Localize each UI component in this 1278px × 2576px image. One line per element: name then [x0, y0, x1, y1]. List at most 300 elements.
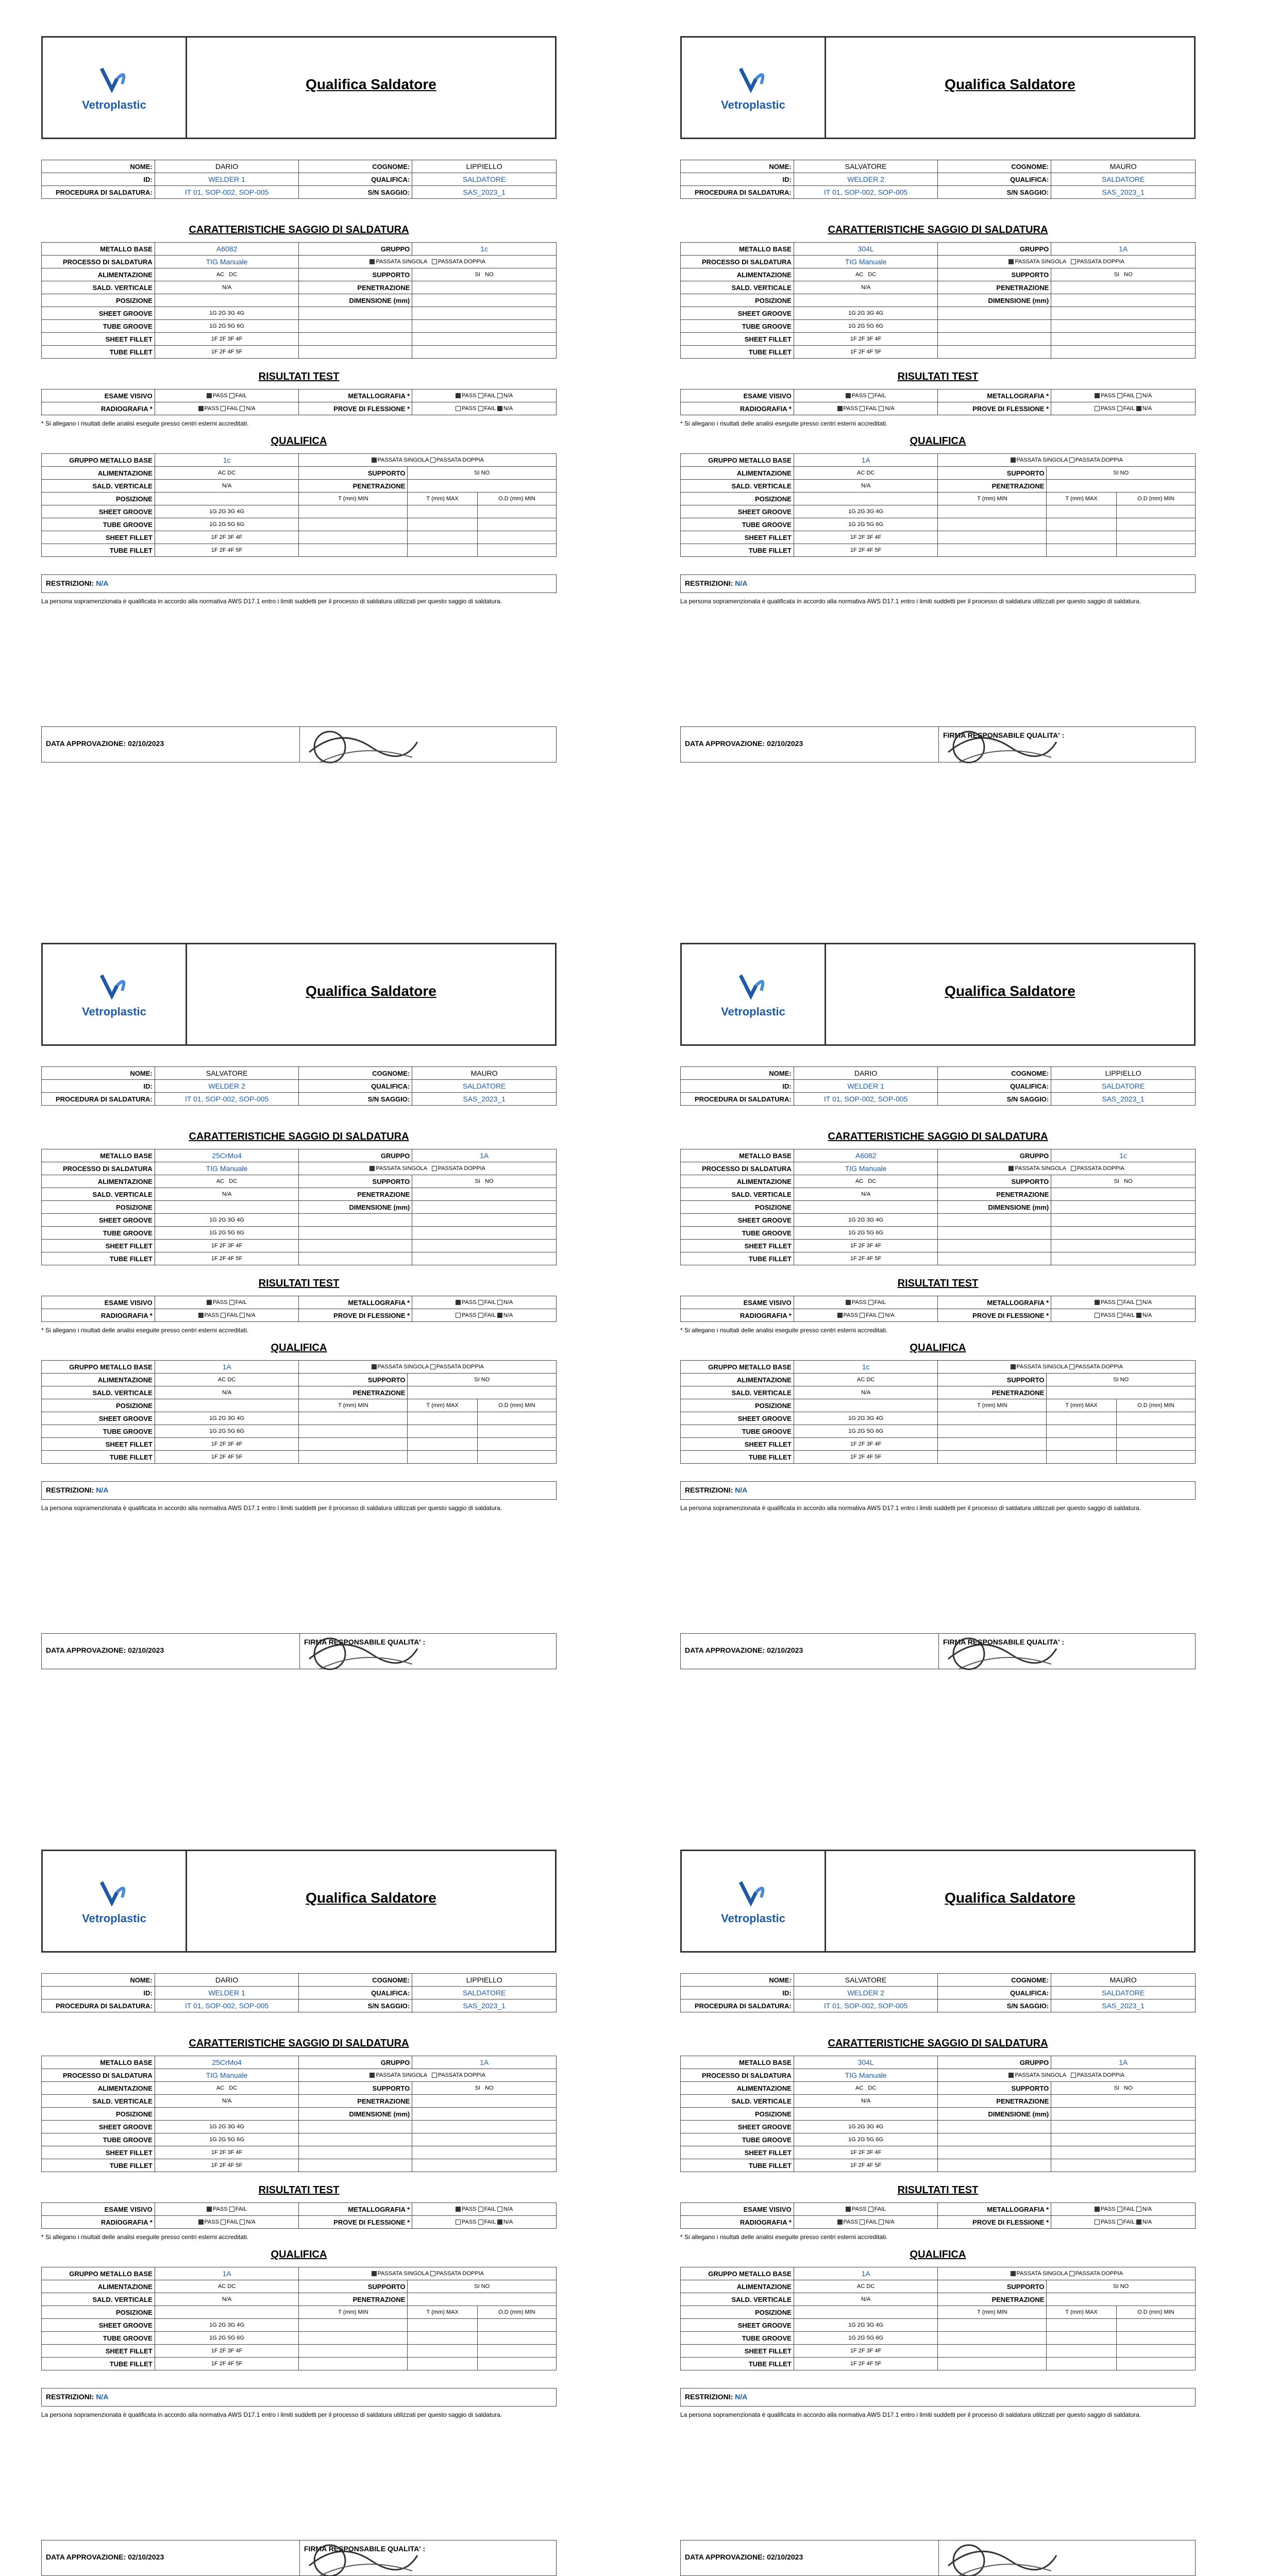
label-metallografia: METALLOGRAFIA *: [299, 1296, 412, 1309]
value-metallo: 304L: [794, 243, 938, 256]
welder-info-table: [41, 1066, 557, 1106]
label-alimentazione: ALIMENTAZIONE: [681, 268, 794, 281]
cert-title: Qualifica Saldatore: [306, 76, 436, 92]
passata-options: PASSATA SINGOLA PASSATA DOPPIA: [299, 256, 557, 268]
label-alimentazione: ALIMENTAZIONE: [681, 2082, 794, 2095]
results-table: ESAME VISIVO PASS FAIL METALLOGRAFIA * PASS FAIL N/A RADIOGRAFIA * PASS FAIL N/A PROVE DI FLESSIONE * PASS FAIL N/A: [680, 2202, 1196, 2229]
label-saggio: S/N SAGGIO:: [938, 1093, 1051, 1106]
label-gruppo-mb: GRUPPO METALLO BASE: [42, 454, 155, 467]
cert-header: [41, 36, 557, 139]
label-alimentazione: ALIMENTAZIONE: [42, 1175, 155, 1188]
approval-footer: DATA APPROVAZIONE: 02/10/2023: [41, 726, 557, 762]
label-tube-fillet: TUBE FILLET: [681, 346, 794, 359]
label-dimensione: DIMENSIONE (mm): [299, 294, 412, 307]
qualification-table: GRUPPO METALLO BASE 1c PASSATA SINGOLA PASSATA DOPPIA ALIMENTAZIONE AC DC SUPPORTO SI NO SALD. VERTICALE N/A PENETRAZIONE POSIZIONE T (mm) MIN T (mm) MAX O.D (mm) MIN SHEET GROOVE 1G 2G 3G 4G TUBE GROOVE 1G 2G 5G 6G SHEET FILLET 1F 2F 3F 4F TUBE FILLET 1F 2F 4F 5F: [680, 1360, 1196, 1464]
supporto-options: SI NO: [412, 1175, 557, 1188]
label-penetrazione: PENETRAZIONE: [938, 281, 1051, 294]
label-id: ID:: [681, 173, 794, 186]
value-gruppo: 1A: [412, 1149, 557, 1162]
company-logo: [682, 944, 826, 1044]
logo-text: Vetroplastic: [82, 98, 146, 111]
value-procedura: IT 01, SOP-002, SOP-005: [794, 1999, 938, 2012]
value-gruppo: 1A: [1051, 2056, 1196, 2069]
label-sheet-groove: SHEET GROOVE: [681, 1214, 794, 1227]
vetroplastic-icon: [730, 63, 777, 94]
vert-options: N/A: [155, 281, 299, 294]
results-table: ESAME VISIVO PASS FAIL METALLOGRAFIA * PASS FAIL N/A RADIOGRAFIA * PASS FAIL N/A PROVE DI FLESSIONE * PASS FAIL N/A: [680, 1296, 1196, 1322]
label-saggio: S/N SAGGIO:: [299, 1999, 412, 2012]
note-analisi: * Si allegano i risultati delle analisi eseguite presso centri esterni accreditati.: [680, 2233, 888, 2241]
signature-stamp-icon: [938, 716, 1062, 778]
label-id: ID:: [681, 1987, 794, 1999]
welder-info-table: [41, 1973, 557, 2012]
label-tube-groove: TUBE GROOVE: [681, 320, 794, 333]
approval-footer: DATA APPROVAZIONE: 02/10/2023 FIRMA RESPONSABILE QUALITA' :: [41, 1633, 557, 1669]
passata-options: PASSATA SINGOLA PASSATA DOPPIA: [299, 1162, 557, 1175]
section-risultati: RISULTATI TEST: [897, 371, 979, 382]
value-procedura: IT 01, SOP-002, SOP-005: [155, 186, 299, 199]
approval-footer: DATA APPROVAZIONE: 02/10/2023: [680, 2540, 1196, 2576]
label-dimensione: DIMENSIONE (mm): [299, 2108, 412, 2121]
value-gruppo: 1c: [412, 243, 557, 256]
label-metallo: METALLO BASE: [681, 243, 794, 256]
value-saggio: SAS_2023_1: [412, 186, 557, 199]
label-dimensione: DIMENSIONE (mm): [938, 1201, 1051, 1214]
section-caratteristiche: CARATTERISTICHE SAGGIO DI SALDATURA: [189, 1131, 409, 1142]
label-flessione: PROVE DI FLESSIONE *: [299, 402, 412, 415]
label-sheet-fillet: SHEET FILLET: [681, 2146, 794, 2159]
cert-header: [41, 1850, 557, 1953]
value-processo: TIG Manuale: [794, 256, 938, 268]
label-tube-fillet: TUBE FILLET: [681, 2159, 794, 2172]
note-qualifica: La persona sopramenzionata è qualificata in accordo alla normativa AWS D17.1 entro i limiti suddetti per il processo di saldatura utilizzati per questo saggio di saldatura.: [680, 598, 1141, 605]
value-gruppo: 1A: [1051, 243, 1196, 256]
section-qualifica: QUALIFICA: [271, 2249, 327, 2260]
label-metallografia: METALLOGRAFIA *: [938, 389, 1051, 402]
label-gruppo: GRUPPO: [938, 243, 1051, 256]
value-saggio: SAS_2023_1: [412, 1999, 557, 2012]
value-cognome: LIPPIELLO: [412, 1974, 557, 1987]
value-cognome: LIPPIELLO: [412, 160, 557, 173]
results-table: ESAME VISIVO PASS FAIL METALLOGRAFIA * PASS FAIL N/A RADIOGRAFIA * PASS FAIL N/A PROVE DI FLESSIONE * PASS FAIL N/A: [41, 389, 557, 415]
label-tube-groove: TUBE GROOVE: [42, 2133, 155, 2146]
section-caratteristiche: CARATTERISTICHE SAGGIO DI SALDATURA: [828, 1131, 1048, 1142]
vetroplastic-icon: [730, 1877, 777, 1908]
qualification-table: GRUPPO METALLO BASE 1A PASSATA SINGOLA PASSATA DOPPIA ALIMENTAZIONE AC DC SUPPORTO SI NO SALD. VERTICALE N/A PENETRAZIONE POSIZIONE T (mm) MIN T (mm) MAX O.D (mm) MIN SHEET GROOVE 1G 2G 3G 4G TUBE GROOVE 1G 2G 5G 6G SHEET FILLET 1F 2F 3F 4F TUBE FILLET 1F 2F 4F 5F: [41, 2267, 557, 2370]
label-nome: NOME:: [681, 160, 794, 173]
label-processo: PROCESSO DI SALDATURA: [681, 2069, 794, 2082]
signature-stamp-icon: [299, 1623, 423, 1685]
company-logo: [682, 38, 826, 138]
value-nome: SALVATORE: [155, 1067, 299, 1080]
label-vert: SALD. VERTICALE: [42, 2095, 155, 2108]
signature-stamp-icon: [938, 1623, 1062, 1685]
label-saggio: S/N SAGGIO:: [299, 1093, 412, 1106]
ac-dc-options: AC DC: [794, 2082, 938, 2095]
value-gruppo-mb: 1c: [155, 454, 299, 467]
cert-title: Qualifica Saldatore: [945, 983, 1075, 999]
label-radio: RADIOGRAFIA *: [42, 2216, 155, 2229]
vert-options: N/A: [794, 2095, 938, 2108]
value-metallo: 25CrMo4: [155, 1149, 299, 1162]
signature-label: FIRMA RESPONSABILE QUALITA' :: [938, 727, 1196, 762]
label-alimentazione: ALIMENTAZIONE: [42, 2082, 155, 2095]
note-analisi: * Si allegano i risultati delle analisi eseguite presso centri esterni accreditati.: [41, 1327, 249, 1334]
label-sheet-groove: SHEET GROOVE: [42, 2121, 155, 2133]
logo-text: Vetroplastic: [721, 1912, 785, 1925]
value-id: WELDER 2: [155, 1080, 299, 1093]
approval-footer: DATA APPROVAZIONE: 02/10/2023 FIRMA RESPONSABILE QUALITA' :: [680, 1633, 1196, 1669]
label-flessione: PROVE DI FLESSIONE *: [299, 2216, 412, 2229]
value-metallo: 25CrMo4: [155, 2056, 299, 2069]
penetrazione-options: [412, 2095, 557, 2108]
vetroplastic-icon: [91, 1877, 138, 1908]
label-gruppo: GRUPPO: [299, 243, 412, 256]
value-id: WELDER 2: [794, 173, 938, 186]
label-cognome: COGNOME:: [938, 160, 1051, 173]
label-esame: ESAME VISIVO: [681, 389, 794, 402]
value-procedura: IT 01, SOP-002, SOP-005: [794, 186, 938, 199]
company-logo: [43, 1851, 187, 1951]
label-metallo: METALLO BASE: [42, 2056, 155, 2069]
value-saggio: SAS_2023_1: [1051, 186, 1196, 199]
label-metallo: METALLO BASE: [681, 2056, 794, 2069]
value-processo: TIG Manuale: [155, 1162, 299, 1175]
value-qualifica: SALDATORE: [1051, 1987, 1196, 1999]
welder-info-table: [680, 160, 1196, 199]
label-gruppo-mb: GRUPPO METALLO BASE: [42, 2267, 155, 2280]
restrizioni-box: RESTRIZIONI: N/A: [680, 574, 1196, 593]
label-cognome: COGNOME:: [938, 1974, 1051, 1987]
label-processo: PROCESSO DI SALDATURA: [681, 256, 794, 268]
vert-options: N/A: [155, 1188, 299, 1201]
label-vert: SALD. VERTICALE: [681, 2095, 794, 2108]
value-id: WELDER 2: [794, 1987, 938, 1999]
value-cognome: MAURO: [1051, 160, 1196, 173]
value-gruppo-mb: 1A: [155, 1361, 299, 1374]
label-procedura: PROCEDURA DI SALDATURA:: [681, 1093, 794, 1106]
label-metallo: METALLO BASE: [681, 1149, 794, 1162]
label-metallografia: METALLOGRAFIA *: [299, 389, 412, 402]
label-tube-groove: TUBE GROOVE: [42, 320, 155, 333]
label-vert: SALD. VERTICALE: [681, 281, 794, 294]
signature-label: FIRMA RESPONSABILE QUALITA' :: [938, 1634, 1196, 1669]
label-sheet-groove: SHEET GROOVE: [42, 307, 155, 320]
label-nome: NOME:: [42, 160, 155, 173]
value-id: WELDER 1: [155, 173, 299, 186]
note-analisi: * Si allegano i risultati delle analisi eseguite presso centri esterni accreditati.: [680, 420, 888, 427]
label-penetrazione: PENETRAZIONE: [938, 1188, 1051, 1201]
note-qualifica: La persona sopramenzionata è qualificata in accordo alla normativa AWS D17.1 entro i limiti suddetti per il processo di saldatura utilizzati per questo saggio di saldatura.: [41, 598, 502, 605]
label-processo: PROCESSO DI SALDATURA: [681, 1162, 794, 1175]
passata-options: PASSATA SINGOLA PASSATA DOPPIA: [938, 2069, 1196, 2082]
label-saggio: S/N SAGGIO:: [938, 186, 1051, 199]
label-nome: NOME:: [681, 1974, 794, 1987]
signature-label: FIRMA RESPONSABILE QUALITA' :: [299, 2540, 557, 2575]
label-gruppo-mb: GRUPPO METALLO BASE: [681, 454, 794, 467]
label-posizione: POSIZIONE: [42, 1201, 155, 1214]
label-posizione: POSIZIONE: [681, 2108, 794, 2121]
label-procedura: PROCEDURA DI SALDATURA:: [42, 186, 155, 199]
value-nome: SALVATORE: [794, 160, 938, 173]
ac-dc-options: AC DC: [794, 268, 938, 281]
cert-title: Qualifica Saldatore: [945, 76, 1075, 92]
value-cognome: LIPPIELLO: [1051, 1067, 1196, 1080]
label-nome: NOME:: [681, 1067, 794, 1080]
label-sheet-groove: SHEET GROOVE: [42, 1214, 155, 1227]
label-gruppo: GRUPPO: [299, 2056, 412, 2069]
value-gruppo: 1A: [412, 2056, 557, 2069]
logo-text: Vetroplastic: [82, 1005, 146, 1018]
logo-text: Vetroplastic: [721, 98, 785, 111]
label-radio: RADIOGRAFIA *: [681, 1309, 794, 1322]
supporto-options: SI NO: [412, 268, 557, 281]
approval-footer: DATA APPROVAZIONE: 02/10/2023 FIRMA RESPONSABILE QUALITA' :: [680, 726, 1196, 762]
value-cognome: MAURO: [412, 1067, 557, 1080]
cert-header: [680, 943, 1196, 1046]
label-metallografia: METALLOGRAFIA *: [938, 2203, 1051, 2216]
value-gruppo-mb: 1A: [794, 454, 938, 467]
value-metallo: A6082: [794, 1149, 938, 1162]
label-gruppo-mb: GRUPPO METALLO BASE: [681, 1361, 794, 1374]
characteristics-table: METALLO BASE 25CrMo4 GRUPPO 1A PROCESSO DI SALDATURA TIG Manuale PASSATA SINGOLA PASSATA DOPPIA ALIMENTAZIONE AC DC SUPPORTO SI NO SALD. VERTICALE N/A PENETRAZIONE POSIZIONE DIMENSIONE (mm) SHEET GROOVE 1G 2G 3G 4G TUBE GROOVE 1G 2G 5G 6G SHEET FILLET 1F 2F 3F 4F TUBE FILLET 1F 2F 4F 5F: [41, 1149, 557, 1265]
certificate-1: [0, 36, 535, 871]
supporto-options: SI NO: [1051, 2082, 1196, 2095]
label-flessione: PROVE DI FLESSIONE *: [938, 2216, 1051, 2229]
label-id: ID:: [681, 1080, 794, 1093]
label-gruppo: GRUPPO: [299, 1149, 412, 1162]
label-qualifica: QUALIFICA:: [938, 1080, 1051, 1093]
label-gruppo: GRUPPO: [938, 2056, 1051, 2069]
section-caratteristiche: CARATTERISTICHE SAGGIO DI SALDATURA: [828, 2038, 1048, 2049]
label-qualifica: QUALIFICA:: [299, 1987, 412, 1999]
section-risultati: RISULTATI TEST: [897, 1278, 979, 1289]
results-table: ESAME VISIVO PASS FAIL METALLOGRAFIA * PASS FAIL N/A RADIOGRAFIA * PASS FAIL N/A PROVE DI FLESSIONE * PASS FAIL N/A: [680, 389, 1196, 415]
label-sheet-fillet: SHEET FILLET: [681, 333, 794, 346]
label-posizione: POSIZIONE: [42, 294, 155, 307]
value-qualifica: SALDATORE: [1051, 1080, 1196, 1093]
label-supporto: SUPPORTO: [938, 268, 1051, 281]
approval-footer: DATA APPROVAZIONE: 02/10/2023 FIRMA RESPONSABILE QUALITA' :: [41, 2540, 557, 2576]
restrizioni-box: RESTRIZIONI: N/A: [680, 2388, 1196, 2406]
value-qualifica: SALDATORE: [412, 173, 557, 186]
label-qualifica: QUALIFICA:: [938, 1987, 1051, 1999]
label-procedura: PROCEDURA DI SALDATURA:: [681, 1999, 794, 2012]
label-flessione: PROVE DI FLESSIONE *: [938, 402, 1051, 415]
welder-info-table: [41, 160, 557, 199]
label-id: ID:: [42, 1987, 155, 1999]
label-gruppo-mb: GRUPPO METALLO BASE: [42, 1361, 155, 1374]
cert-header: [41, 943, 557, 1046]
label-supporto: SUPPORTO: [299, 1175, 412, 1188]
certificate-3: [0, 943, 535, 1777]
value-nome: SALVATORE: [794, 1974, 938, 1987]
label-saggio: S/N SAGGIO:: [299, 186, 412, 199]
restrizioni-box: RESTRIZIONI: N/A: [41, 1481, 557, 1500]
note-analisi: * Si allegano i risultati delle analisi eseguite presso centri esterni accreditati.: [680, 1327, 888, 1334]
label-radio: RADIOGRAFIA *: [681, 402, 794, 415]
cert-title: Qualifica Saldatore: [306, 1890, 436, 1906]
label-procedura: PROCEDURA DI SALDATURA:: [42, 1999, 155, 2012]
characteristics-table: METALLO BASE 304L GRUPPO 1A PROCESSO DI SALDATURA TIG Manuale PASSATA SINGOLA PASSATA DOPPIA ALIMENTAZIONE AC DC SUPPORTO SI NO SALD. VERTICALE N/A PENETRAZIONE POSIZIONE DIMENSIONE (mm) SHEET GROOVE 1G 2G 3G 4G TUBE GROOVE 1G 2G 5G 6G SHEET FILLET 1F 2F 3F 4F TUBE FILLET 1F 2F 4F 5F: [680, 242, 1196, 359]
label-vert: SALD. VERTICALE: [681, 1188, 794, 1201]
value-gruppo-mb: 1A: [155, 2267, 299, 2280]
supporto-options: SI NO: [1051, 1175, 1196, 1188]
label-esame: ESAME VISIVO: [42, 389, 155, 402]
value-qualifica: SALDATORE: [1051, 173, 1196, 186]
section-qualifica: QUALIFICA: [910, 1342, 966, 1353]
label-gruppo-mb: GRUPPO METALLO BASE: [681, 2267, 794, 2280]
note-qualifica: La persona sopramenzionata è qualificata in accordo alla normativa AWS D17.1 entro i limiti suddetti per il processo di saldatura utilizzati per questo saggio di saldatura.: [41, 1504, 502, 1512]
section-risultati: RISULTATI TEST: [258, 2184, 340, 2196]
value-id: WELDER 1: [155, 1987, 299, 1999]
cert-header: [680, 36, 1196, 139]
value-gruppo: 1c: [1051, 1149, 1196, 1162]
vetroplastic-icon: [91, 63, 138, 94]
company-logo: [43, 944, 187, 1044]
note-analisi: * Si allegano i risultati delle analisi eseguite presso centri esterni accreditati.: [41, 2233, 249, 2241]
label-sheet-groove: SHEET GROOVE: [681, 2121, 794, 2133]
value-metallo: 304L: [794, 2056, 938, 2069]
restrizioni-box: RESTRIZIONI: N/A: [680, 1481, 1196, 1500]
value-processo: TIG Manuale: [794, 2069, 938, 2082]
label-sheet-groove: SHEET GROOVE: [681, 307, 794, 320]
restrizioni-box: RESTRIZIONI: N/A: [41, 574, 557, 593]
ac-dc-options: AC DC: [794, 1175, 938, 1188]
note-qualifica: La persona sopramenzionata è qualificata in accordo alla normativa AWS D17.1 entro i limiti suddetti per il processo di saldatura utilizzati per questo saggio di saldatura.: [41, 2411, 502, 2418]
section-qualifica: QUALIFICA: [271, 435, 327, 447]
label-esame: ESAME VISIVO: [42, 1296, 155, 1309]
value-saggio: SAS_2023_1: [1051, 1999, 1196, 2012]
label-tube-fillet: TUBE FILLET: [681, 1252, 794, 1265]
signature-stamp-icon: [299, 2530, 423, 2576]
certificate-2: [639, 36, 1174, 871]
section-qualifica: QUALIFICA: [910, 435, 966, 447]
logo-text: Vetroplastic: [721, 1005, 785, 1018]
label-tube-groove: TUBE GROOVE: [681, 1227, 794, 1240]
qualification-table: GRUPPO METALLO BASE 1c PASSATA SINGOLA PASSATA DOPPIA ALIMENTAZIONE AC DC SUPPORTO SI NO SALD. VERTICALE N/A PENETRAZIONE POSIZIONE T (mm) MIN T (mm) MAX O.D (mm) MIN SHEET GROOVE 1G 2G 3G 4G TUBE GROOVE 1G 2G 5G 6G SHEET FILLET 1F 2F 3F 4F TUBE FILLET 1F 2F 4F 5F: [41, 453, 557, 557]
label-esame: ESAME VISIVO: [681, 1296, 794, 1309]
label-processo: PROCESSO DI SALDATURA: [42, 256, 155, 268]
value-procedura: IT 01, SOP-002, SOP-005: [794, 1093, 938, 1106]
passata-options: PASSATA SINGOLA PASSATA DOPPIA: [299, 2069, 557, 2082]
value-processo: TIG Manuale: [155, 256, 299, 268]
label-qualifica: QUALIFICA:: [938, 173, 1051, 186]
label-metallografia: METALLOGRAFIA *: [938, 1296, 1051, 1309]
value-gruppo-mb: 1A: [794, 2267, 938, 2280]
label-tube-fillet: TUBE FILLET: [42, 2159, 155, 2172]
characteristics-table: METALLO BASE 304L GRUPPO 1A PROCESSO DI SALDATURA TIG Manuale PASSATA SINGOLA PASSATA DOPPIA ALIMENTAZIONE AC DC SUPPORTO SI NO SALD. VERTICALE N/A PENETRAZIONE POSIZIONE DIMENSIONE (mm) SHEET GROOVE 1G 2G 3G 4G TUBE GROOVE 1G 2G 5G 6G SHEET FILLET 1F 2F 3F 4F TUBE FILLET 1F 2F 4F 5F: [680, 2056, 1196, 2172]
signature-label: FIRMA RESPONSABILE QUALITA' :: [299, 1634, 557, 1669]
note-qualifica: La persona sopramenzionata è qualificata in accordo alla normativa AWS D17.1 entro i limiti suddetti per il processo di saldatura utilizzati per questo saggio di saldatura.: [680, 2411, 1141, 2418]
label-radio: RADIOGRAFIA *: [42, 1309, 155, 1322]
signature-stamp-icon: [938, 2530, 1062, 2576]
label-tube-groove: TUBE GROOVE: [42, 1227, 155, 1240]
label-tube-fillet: TUBE FILLET: [42, 1252, 155, 1265]
label-sheet-fillet: SHEET FILLET: [42, 2146, 155, 2159]
label-procedura: PROCEDURA DI SALDATURA:: [681, 186, 794, 199]
vert-options: N/A: [794, 281, 938, 294]
label-sheet-fillet: SHEET FILLET: [681, 1240, 794, 1252]
label-radio: RADIOGRAFIA *: [42, 402, 155, 415]
label-sheet-fillet: SHEET FILLET: [42, 333, 155, 346]
value-processo: TIG Manuale: [155, 2069, 299, 2082]
passata-options: PASSATA SINGOLA PASSATA DOPPIA: [938, 1162, 1196, 1175]
signature-stamp-icon: [299, 716, 423, 778]
qualification-table: GRUPPO METALLO BASE 1A PASSATA SINGOLA PASSATA DOPPIA ALIMENTAZIONE AC DC SUPPORTO SI NO SALD. VERTICALE N/A PENETRAZIONE POSIZIONE T (mm) MIN T (mm) MAX O.D (mm) MIN SHEET GROOVE 1G 2G 3G 4G TUBE GROOVE 1G 2G 5G 6G SHEET FILLET 1F 2F 3F 4F TUBE FILLET 1F 2F 4F 5F: [680, 2267, 1196, 2370]
label-cognome: COGNOME:: [299, 1974, 412, 1987]
penetrazione-options: [412, 281, 557, 294]
penetrazione-options: [1051, 1188, 1196, 1201]
value-id: WELDER 1: [794, 1080, 938, 1093]
label-supporto: SUPPORTO: [299, 2082, 412, 2095]
qualification-table: GRUPPO METALLO BASE 1A PASSATA SINGOLA PASSATA DOPPIA ALIMENTAZIONE AC DC SUPPORTO SI NO SALD. VERTICALE N/A PENETRAZIONE POSIZIONE T (mm) MIN T (mm) MAX O.D (mm) MIN SHEET GROOVE 1G 2G 3G 4G TUBE GROOVE 1G 2G 5G 6G SHEET FILLET 1F 2F 3F 4F TUBE FILLET 1F 2F 4F 5F: [680, 453, 1196, 557]
welder-info-table: [680, 1973, 1196, 2012]
section-qualifica: QUALIFICA: [271, 1342, 327, 1353]
label-processo: PROCESSO DI SALDATURA: [42, 1162, 155, 1175]
label-supporto: SUPPORTO: [299, 268, 412, 281]
value-procedura: IT 01, SOP-002, SOP-005: [155, 1999, 299, 2012]
vert-options: N/A: [794, 1188, 938, 1201]
value-cognome: MAURO: [1051, 1974, 1196, 1987]
label-vert: SALD. VERTICALE: [42, 281, 155, 294]
ac-dc-options: AC DC: [155, 1175, 299, 1188]
vetroplastic-icon: [730, 970, 777, 1001]
label-tube-fillet: TUBE FILLET: [42, 346, 155, 359]
label-flessione: PROVE DI FLESSIONE *: [299, 1309, 412, 1322]
section-caratteristiche: CARATTERISTICHE SAGGIO DI SALDATURA: [828, 224, 1048, 235]
label-processo: PROCESSO DI SALDATURA: [42, 2069, 155, 2082]
restrizioni-box: RESTRIZIONI: N/A: [41, 2388, 557, 2406]
value-nome: DARIO: [155, 1974, 299, 1987]
value-qualifica: SALDATORE: [412, 1080, 557, 1093]
section-caratteristiche: CARATTERISTICHE SAGGIO DI SALDATURA: [189, 224, 409, 235]
label-penetrazione: PENETRAZIONE: [938, 2095, 1051, 2108]
section-caratteristiche: CARATTERISTICHE SAGGIO DI SALDATURA: [189, 2038, 409, 2049]
label-qualifica: QUALIFICA:: [299, 1080, 412, 1093]
label-procedura: PROCEDURA DI SALDATURA:: [42, 1093, 155, 1106]
supporto-options: SI NO: [1051, 268, 1196, 281]
label-dimensione: DIMENSIONE (mm): [299, 1201, 412, 1214]
results-table: ESAME VISIVO PASS FAIL METALLOGRAFIA * PASS FAIL N/A RADIOGRAFIA * PASS FAIL N/A PROVE DI FLESSIONE * PASS FAIL N/A: [41, 1296, 557, 1322]
label-penetrazione: PENETRAZIONE: [299, 2095, 412, 2108]
characteristics-table: METALLO BASE A6082 GRUPPO 1c PROCESSO DI SALDATURA TIG Manuale PASSATA SINGOLA PASSATA DOPPIA ALIMENTAZIONE AC DC SUPPORTO SI NO SALD. VERTICALE N/A PENETRAZIONE POSIZIONE DIMENSIONE (mm) SHEET GROOVE 1G 2G 3G 4G TUBE GROOVE 1G 2G 5G 6G SHEET FILLET 1F 2F 3F 4F TUBE FILLET 1F 2F 4F 5F: [41, 242, 557, 359]
characteristics-table: METALLO BASE A6082 GRUPPO 1c PROCESSO DI SALDATURA TIG Manuale PASSATA SINGOLA PASSATA DOPPIA ALIMENTAZIONE AC DC SUPPORTO SI NO SALD. VERTICALE N/A PENETRAZIONE POSIZIONE DIMENSIONE (mm) SHEET GROOVE 1G 2G 3G 4G TUBE GROOVE 1G 2G 5G 6G SHEET FILLET 1F 2F 3F 4F TUBE FILLET 1F 2F 4F 5F: [680, 1149, 1196, 1265]
value-processo: TIG Manuale: [794, 1162, 938, 1175]
characteristics-table: METALLO BASE 25CrMo4 GRUPPO 1A PROCESSO DI SALDATURA TIG Manuale PASSATA SINGOLA PASSATA DOPPIA ALIMENTAZIONE AC DC SUPPORTO SI NO SALD. VERTICALE N/A PENETRAZIONE POSIZIONE DIMENSIONE (mm) SHEET GROOVE 1G 2G 3G 4G TUBE GROOVE 1G 2G 5G 6G SHEET FILLET 1F 2F 3F 4F TUBE FILLET 1F 2F 4F 5F: [41, 2056, 557, 2172]
welder-info-table: [680, 1066, 1196, 1106]
label-supporto: SUPPORTO: [938, 1175, 1051, 1188]
label-dimensione: DIMENSIONE (mm): [938, 294, 1051, 307]
label-id: ID:: [42, 173, 155, 186]
label-dimensione: DIMENSIONE (mm): [938, 2108, 1051, 2121]
label-esame: ESAME VISIVO: [42, 2203, 155, 2216]
value-nome: DARIO: [794, 1067, 938, 1080]
label-metallo: METALLO BASE: [42, 1149, 155, 1162]
label-posizione: POSIZIONE: [681, 294, 794, 307]
section-risultati: RISULTATI TEST: [897, 2184, 979, 2196]
supporto-options: SI NO: [412, 2082, 557, 2095]
value-nome: DARIO: [155, 160, 299, 173]
cert-header: [680, 1850, 1196, 1953]
label-penetrazione: PENETRAZIONE: [299, 281, 412, 294]
cert-title: Qualifica Saldatore: [945, 1890, 1075, 1906]
section-qualifica: QUALIFICA: [910, 2249, 966, 2260]
certificate-4: [639, 943, 1174, 1777]
value-metallo: A6082: [155, 243, 299, 256]
label-supporto: SUPPORTO: [938, 2082, 1051, 2095]
note-qualifica: La persona sopramenzionata è qualificata in accordo alla normativa AWS D17.1 entro i limiti suddetti per il processo di saldatura utilizzati per questo saggio di saldatura.: [680, 1504, 1141, 1512]
